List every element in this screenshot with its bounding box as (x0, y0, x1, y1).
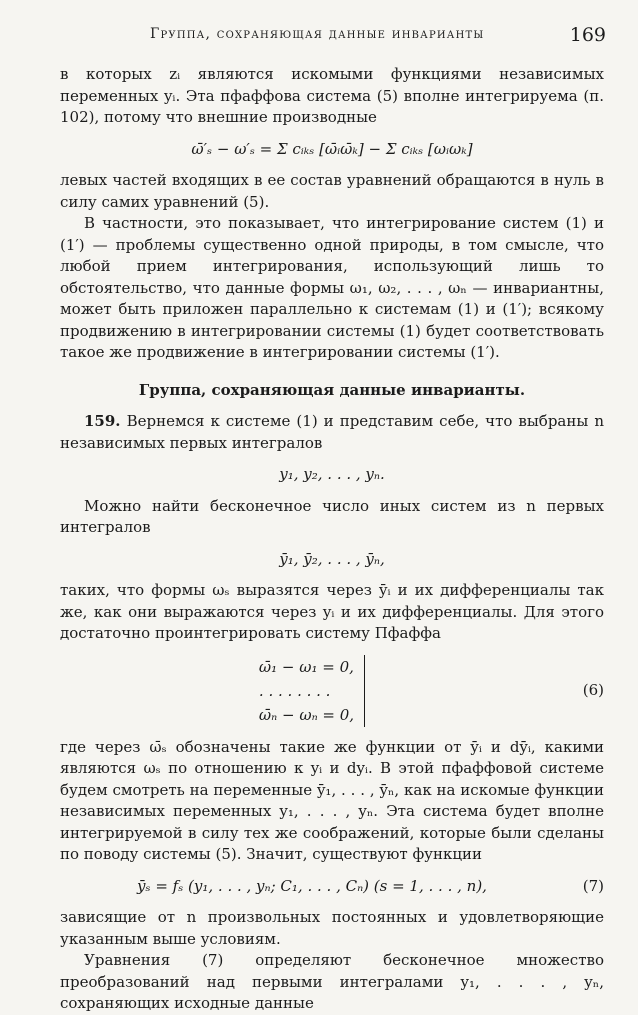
system-line-3: ω̄ₙ − ωₙ = 0, (258, 705, 355, 724)
paragraph-5: Можно найти бесконечное число иных систем из n первых интегралов (60, 496, 604, 536)
section-number: 159. (84, 412, 121, 430)
paragraph-1: в которых zᵢ являются искомыми функциями независимых переменных yᵢ. Эта пфаффова система (5) вполне интегрируема (п. 102), потому что внешние производные (60, 65, 604, 126)
paragraph-9: Уравнения (7) определяют бесконечное множество преобразований над первыми интегралами y₁, . . . , yₙ, сохраняющих исходные данные (60, 951, 604, 1012)
equation-exterior-derivatives: ω̄′ₛ − ω′ₛ = Σ cᵢₖₛ [ω̄ᵢω̄ₖ] − Σ cᵢₖₛ [ωᵢωₖ] (191, 139, 473, 158)
paragraph-7: где через ω̄ₛ обозначены такие же функции от ȳᵢ и dȳᵢ, какими являются ωₛ по отношению к yᵢ и dyᵢ. В этой пфаффовой системе будем смотреть на переменные ȳ₁, . . . , ȳₙ, как на искомые функции независимых переменных y₁, . . . , yₙ. Эта система будет вполне интегрируемой в силу тех же соображений, которые были сделаны по поводу системы (5). Значит, существуют функции (60, 737, 604, 863)
system-brace (259, 655, 365, 727)
paragraph-4 (60, 411, 604, 454)
system-line-1: ω̄₁ − ω₁ = 0, (258, 657, 354, 676)
paragraph-2: левых частей входящих в ее состав уравнений обращаются в нуль в силу самих уравнений (5). (60, 171, 604, 211)
equation-number-7: (7) (582, 876, 604, 895)
running-title: Группа, сохраняющая данные инварианты (150, 26, 485, 42)
section-title: Группа, сохраняющая данные инварианты. (138, 380, 526, 399)
page-body (60, 64, 604, 1015)
system-line-2: . . . . . . . . (258, 681, 331, 700)
paragraph-3: В частности, это показывает, что интегрирование систем (1) и (1′) — проблемы существенно одной природы, в том смысле, что любой прием интегрирования, использующий лишь то обстоятельство, что данные формы ω₁, ω₂, . . . , ωₙ — инвариантны, может быть приложен параллельно к системам (1) и (1′); всякому продвижению в интегрировании системы (1) будет соответствовать такое же продвижение в интегрировании системы (1′). (60, 214, 604, 361)
paragraph-4-text: Вернемся к системе (1) и представим себе, что выбраны n независимых первых интегралов (60, 412, 604, 452)
paragraph-8: зависящие от n произвольных постоянных и удовлетворяющие указанным выше условиям. (60, 908, 604, 948)
equation-first-integrals: y₁, y₂, . . . , yₙ. (279, 465, 385, 483)
equation-7-row (60, 876, 604, 898)
paragraph-6: таких, что формы ωₛ выразятся через ȳᵢ и их дифференциалы так же, как они выражаются через yᵢ и их дифференциалы. Для этого достаточно проинтегрировать систему Пфаффа (60, 581, 604, 642)
page-number: 169 (569, 24, 606, 46)
pfaff-system (60, 655, 604, 727)
equation-other-integrals: ȳ₁, ȳ₂, . . . , ȳₙ, (279, 549, 385, 568)
equation-number-6: (6) (582, 680, 604, 699)
equation-7: ȳₛ = fₛ (y₁, . . . , yₙ; C₁, . . . , Cₙ) (s = 1, . . . , n), (137, 876, 487, 895)
